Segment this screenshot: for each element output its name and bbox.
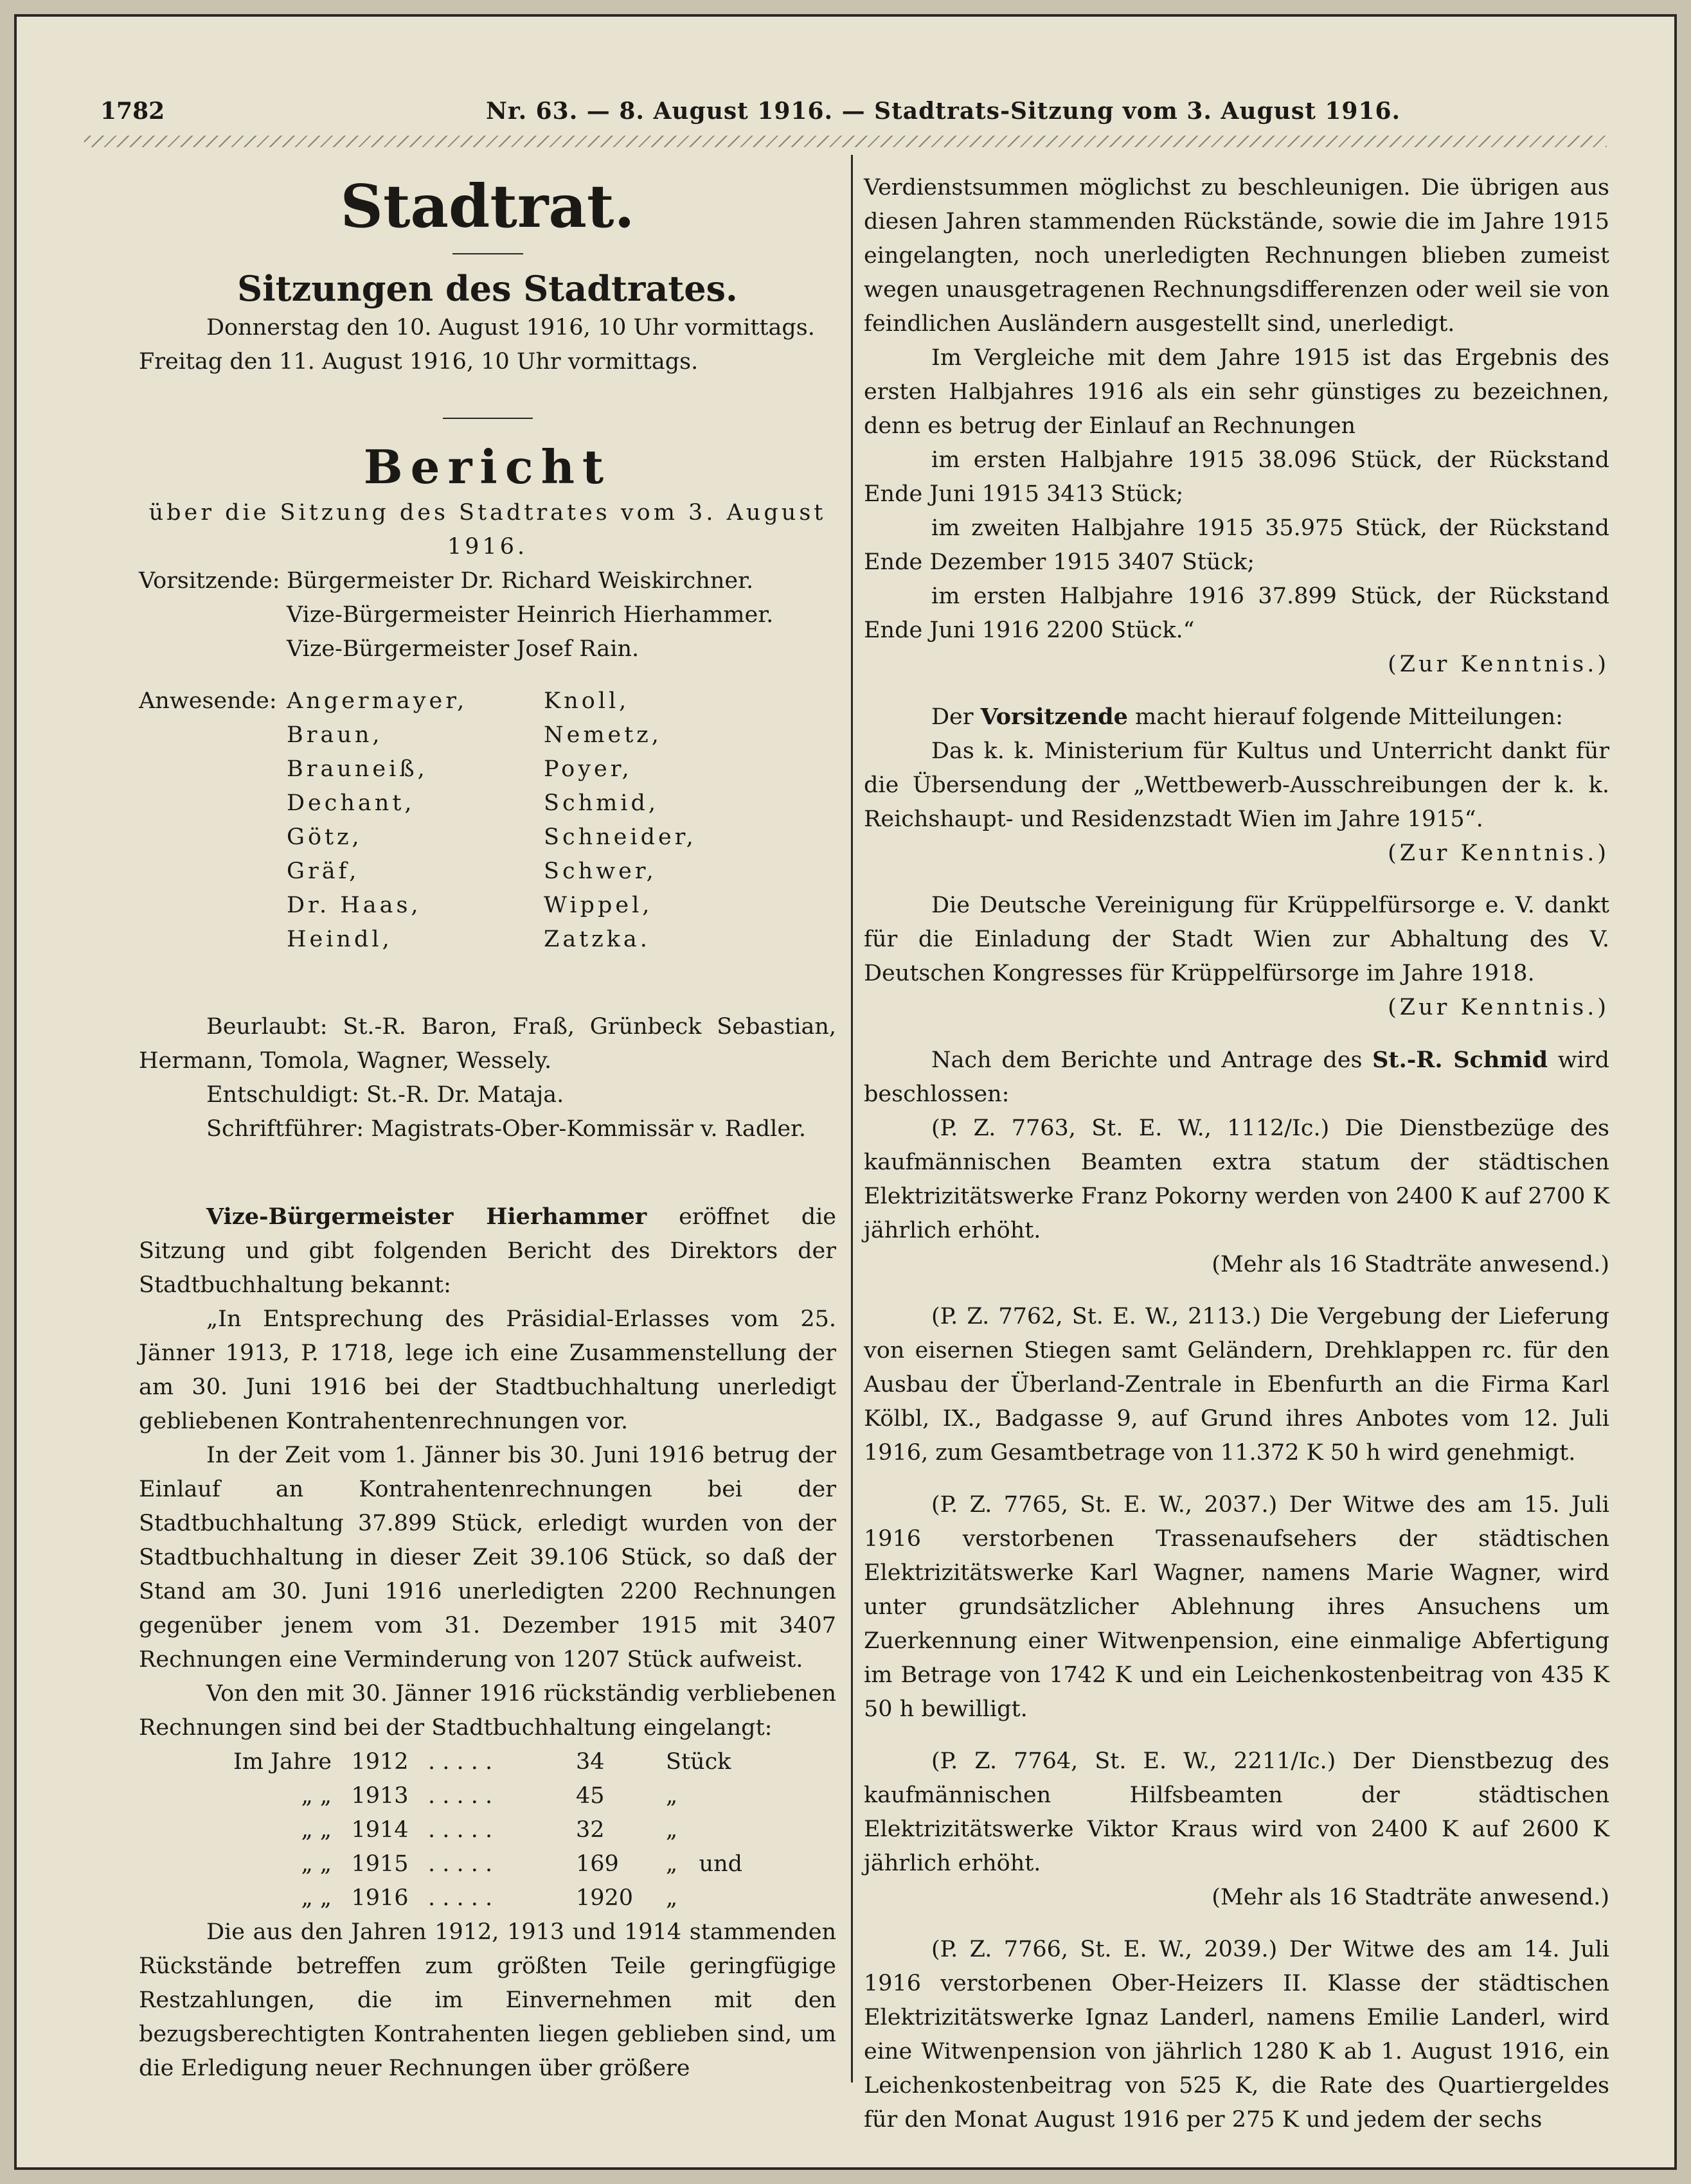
statistic-line: im ersten Halbjahre 1915 38.096 Stück, der Rückstand Ende Juni 1915 3413 Stück;	[864, 447, 1609, 507]
kenntnis-note: (Zur Kenntnis.)	[1388, 995, 1609, 1020]
member-name: Poyer,	[544, 756, 632, 782]
quorum-note: (Mehr als 16 Stadträte anwesend.)	[1212, 1252, 1609, 1277]
vorsitzende-label: Vorsitzende:	[139, 568, 280, 594]
schriftfuehrer-line: Schriftführer: Magistrats-Ober-Kommissär v. Radler.	[206, 1116, 807, 1142]
vorsitzender-2: Vize-Bürgermeister Heinrich Hierhammer.	[287, 602, 774, 628]
quorum-note: (Mehr als 16 Stadträte anwesend.)	[1212, 1885, 1609, 1910]
member-name: Braun,	[287, 722, 383, 748]
speaker-name: Vize-Bürgermeister Hierhammer	[206, 1203, 647, 1230]
speaker-name: Vorsitzende	[980, 704, 1128, 730]
header-ornamental-rule	[84, 136, 1607, 147]
kenntnis-note: (Zur Kenntnis.)	[1388, 652, 1609, 677]
newspaper-page	[14, 14, 1677, 2170]
member-name: Zatzka.	[544, 927, 650, 952]
table-row: „ „ 1914 . . . . . 32 „	[301, 1817, 678, 1843]
resolution-paragraph: (P. Z. 7766, St. E. W., 2039.) Der Witwe des am 14. Juli 1916 verstorbenen Ober-Heizers II. Klasse der städtischen Elektrizitätswerke Ignaz Landerl, namens Emilie Landerl, wird eine Witwenpension von jährlich 1280 K ab 1. August 1916, ein Leichenkostenbeitrag von 525 K, die Rate des Quartiergeldes für den Monat August 1916 per 275 K und jedem der sechs	[864, 1937, 1609, 2133]
member-name: Knoll,	[544, 688, 630, 714]
motion-intro: Nach dem Berichte und Antrage des St.-R. Schmid wird beschlossen:	[864, 1047, 1610, 1107]
member-name: Götz,	[287, 824, 362, 850]
arrears-table	[139, 1745, 836, 1915]
statistic-line: im zweiten Halbjahre 1915 35.975 Stück, der Rückstand Ende Dezember 1915 3407 Stück;	[864, 515, 1609, 575]
table-row: „ „ 1916 . . . . . 1920 „	[301, 1885, 678, 1911]
resolution-paragraph: (P. Z. 7762, St. E. W., 2113.) Die Vergebung der Lieferung von eisernen Stiegen samt Geländern, Drehklappen rc. für den Ausbau der Überland-Zentrale in Ebenfurth an die Firma Karl Kölbl, IX., Badgasse 9, auf Grund ihres Anbotes vom 12. Juli 1916, zum Gesamtbetrage von 11.372 K 50 h wird genehmigt.	[864, 1304, 1609, 1466]
section-title: Stadtrat.	[340, 172, 635, 241]
report-continuation: Verdienstsummen möglichst zu beschleunigen. Die übrigen aus diesen Jahren stammenden Rückstände, sowie die im Jahre 1915 eingelangten, noch unerledigten Rechnungen blieben zumeist wegen unausgetragenen Rechnungsdifferenzen oder weil sie von feindlichen Ausländern ausgestellt sind, unerledigt.	[864, 175, 1609, 337]
entschuldigt-line: Entschuldigt: St.-R. Dr. Mataja.	[206, 1082, 564, 1108]
speaker-name: St.-R. Schmid	[1372, 1047, 1548, 1073]
member-name: Dechant,	[287, 790, 415, 816]
resolution-paragraph: (P. Z. 7765, St. E. W., 2037.) Der Witwe des am 15. Juli 1916 verstorbenen Trassenaufsehers der städtischen Elektrizitätswerke Karl Wagner, namens Marie Wagner, wird unter grundsätzlicher Ablehnung ihres Ansuchens um Zuerkennung einer Witwenpension, eine einmalige Abfertigung im Betrage von 1742 K und ein Leichenkostenbeitrag von 435 K 50 h bewilligt.	[864, 1492, 1609, 1722]
member-name: Dr. Haas,	[287, 892, 422, 918]
resolution-paragraph: (P. Z. 7763, St. E. W., 1112/Ic.) Die Dienstbezüge des kaufmännischen Beamten extra statum der städtischen Elektrizitätswerke Franz Pokorny werden von 2400 K auf 2700 K jährlich erhöht.	[864, 1115, 1609, 1243]
running-header	[84, 94, 1607, 139]
anwesende-label: Anwesende:	[139, 688, 277, 714]
table-row: „ „ 1915 . . . . . 169 „ und	[301, 1851, 743, 1877]
member-name: Schmid,	[544, 790, 659, 816]
sitzungen-title: Sitzungen des Stadtrates.	[237, 268, 738, 309]
resolution-paragraph: (P. Z. 7764, St. E. W., 2211/Ic.) Der Dienstbezug des kaufmännischen Hilfsbeamten der städtischen Elektrizitätswerke Viktor Kraus wird von 2400 K auf 2600 K jährlich erhöht.	[864, 1748, 1609, 1876]
member-name: Schneider,	[544, 824, 697, 850]
kenntnis-note: (Zur Kenntnis.)	[1388, 840, 1609, 866]
member-name: Heindl,	[287, 927, 393, 952]
member-name: Angermayer,	[287, 688, 468, 714]
sitzung-date-1: Donnerstag den 10. August 1916, 10 Uhr vormittags.	[206, 315, 815, 341]
page-number: 1782	[100, 98, 165, 125]
title-rule	[452, 253, 523, 254]
member-name: Wippel,	[544, 892, 653, 918]
table-row: Im Jahre 1912 . . . . . 34 Stück	[233, 1749, 731, 1775]
member-name: Nemetz,	[544, 722, 662, 748]
vorsitzender-1: Bürgermeister Dr. Richard Weiskirchner.	[287, 568, 754, 594]
vorsitzende-block	[139, 564, 836, 666]
vorsitzender-3: Vize-Bürgermeister Josef Rain.	[287, 636, 640, 662]
table-row: „ „ 1913 . . . . . 45 „	[301, 1783, 678, 1809]
statistic-line: im ersten Halbjahre 1916 37.899 Stück, der Rückstand Ende Juni 1916 2200 Stück.“	[864, 583, 1609, 643]
report-paragraph: In der Zeit vom 1. Jänner bis 30. Juni 1916 betrug der Einlauf an Kontrahentenrechnungen bei der Stadtbuchhaltung 37.899 Stück, erledigt wurden von der Stadtbuchhaltung in dieser Zeit 39.106 Stück, so daß der Stand am 30. Juni 1916 unerledigten 2200 Rechnungen gegenüber jenem vom 31. Dezember 1915 mit 3407 Rechnungen eine Verminderung von 1207 Stück aufweist.	[139, 1443, 836, 1673]
announcement-intro: Der Vorsitzende macht hierauf folgende Mitteilungen:	[931, 704, 1563, 730]
column-divider	[851, 155, 853, 2082]
report-paragraph: Die aus den Jahren 1912, 1913 und 1914 stammenden Rückstände betreffen zum größten Teile geringfügige Restzahlungen, die im Einvernehmen mit den bezugsberechtigten Kontrahenten liegen geblieben sind, um die Erledigung neuer Rechnungen über größere	[139, 1919, 836, 2081]
report-paragraph: Von den mit 30. Jänner 1916 rückständig verbliebenen Rechnungen sind bei der Stadtbuchhaltung eingelangt:	[139, 1681, 836, 1741]
right-column	[864, 171, 1609, 2137]
bericht-subtitle: über die Sitzung des Stadtrates vom 3. August 1916.	[148, 500, 827, 560]
member-name: Brauneiß,	[287, 756, 428, 782]
sitzung-date-2: Freitag den 11. August 1916, 10 Uhr vormittags.	[139, 349, 699, 375]
announcement-paragraph: Das k. k. Ministerium für Kultus und Unterricht dankt für die Übersendung der „Wettbewerb-Ausschreibungen der k. k. Reichshaupt- und Residenzstadt Wien im Jahre 1915“.	[864, 738, 1609, 832]
report-paragraph: „In Entsprechung des Präsidial-Erlasses vom 25. Jänner 1913, P. 1718, lege ich eine Zusammenstellung der am 30. Juni 1916 bei der Stadtbuchhaltung unerledigt gebliebenen Kontrahentenrechnungen vor.	[139, 1306, 836, 1434]
anwesende-block	[139, 684, 836, 957]
bericht-title: Bericht	[363, 439, 612, 494]
member-name: Schwer,	[544, 858, 657, 884]
left-column	[139, 171, 836, 2086]
member-name: Gräf,	[287, 858, 360, 884]
report-paragraph: Im Vergleiche mit dem Jahre 1915 ist das Ergebnis des ersten Halbjahres 1916 als ein sehr günstiges zu bezeichnen, denn es betrug der Einlauf an Rechnungen	[864, 345, 1609, 439]
announcement-paragraph: Die Deutsche Vereinigung für Krüppelfürsorge e. V. dankt für die Einladung der Stadt Wien zur Abhaltung des V. Deutschen Kongresses für Krüppelfürsorge im Jahre 1918.	[864, 892, 1609, 986]
beurlaubt-line: Beurlaubt: St.-R. Baron, Fraß, Grünbeck Sebastian, Hermann, Tomola, Wagner, Wessely.	[139, 1014, 836, 1074]
section-rule	[443, 418, 533, 419]
opening-paragraph: Vize-Bürgermeister Hierhammer eröffnet die Sitzung und gibt folgenden Bericht des Direktors der Stadtbuchhaltung bekannt:	[139, 1203, 837, 1298]
running-title: Nr. 63. — 8. August 1916. — Stadtrats-Sitzung vom 3. August 1916.	[486, 98, 1401, 125]
